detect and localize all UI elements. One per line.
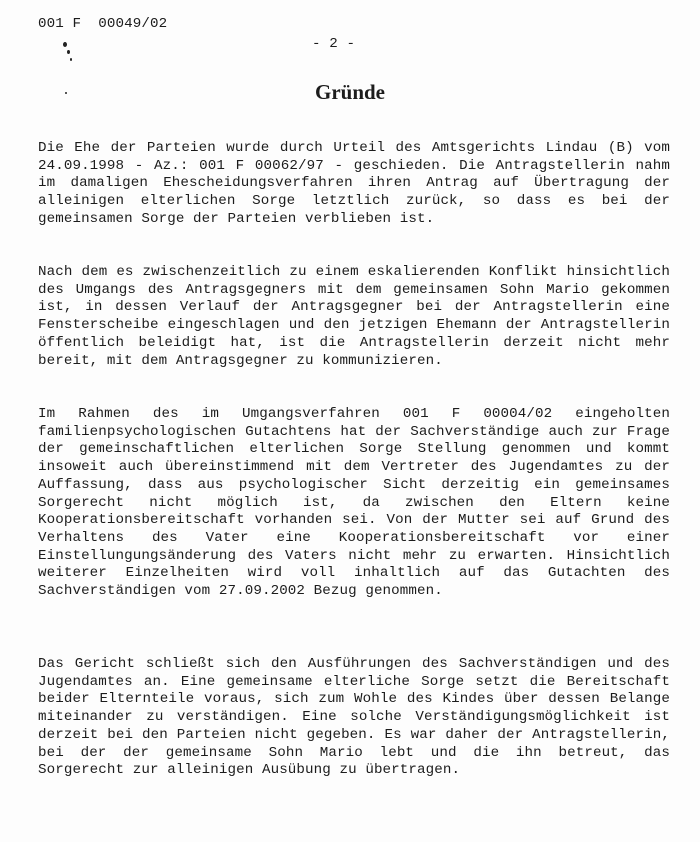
scan-speck bbox=[67, 50, 70, 54]
paragraph-3: Im Rahmen des im Umgangsverfahren 001 F 00004/02 eingeholten familienpsychologischen Gutachtens hat der Sachverständige auch zur Frage der gemeinschaftlichen elterlichen Sorge Stellung genommen und kommt insoweit auch übereinstimmend mit dem Vertreter des Jugendamtes zu der Auffassung, dass aus psychologischer Sicht derzeitig ein gemeinsames Sorgerecht nicht möglich ist, da zwischen den Eltern keine Kooperationsbereitschaft vorhanden sei. Von der Mutter sei auf Grund des Verhaltens des Vater eine Kooperationsbereitschaft vor einer Einstellungungsänderung des Vaters nicht mehr zu erwarten. Hinsichtlich weiterer Einzelheiten wird voll inhaltlich auf das Gutachten des Sachverständigen vom 27.09.2002 Bezug genommen. bbox=[38, 406, 670, 600]
page-number: - 2 - bbox=[312, 36, 356, 52]
paragraph-2: Nach dem es zwischenzeitlich zu einem eskalierenden Konflikt hinsichtlich des Umgangs des Antragsgegners mit dem gemeinsamen Sohn Mario gekommen ist, in dessen Verlauf der Antragsgegner bei der Antragstellerin eine Fensterscheibe eingeschlagen und den jetzigen Ehemann der Antragstellerin öffentlich beleidigt hat, ist die Antragstellerin derzeit nicht mehr bereit, mit dem Antragsgegner zu kommunizieren. bbox=[38, 264, 670, 369]
file-reference: 001 F 00049/02 bbox=[38, 16, 168, 32]
scan-speck bbox=[63, 42, 67, 47]
section-heading: Gründe bbox=[314, 80, 385, 104]
paragraph-1: Die Ehe der Parteien wurde durch Urteil des Amtsgerichts Lindau (B) vom 24.09.1998 - Az.: 001 F 00062/97 - geschieden. Die Antragstellerin nahm im damaligen Ehescheidungsverfahren ihren Antrag auf Übertragung der alleinigen elterlichen Sorge letztlich zurück, so dass es bei der gemeinsamen Sorge der Parteien verblieben ist. bbox=[38, 140, 670, 227]
scan-speck bbox=[70, 58, 72, 61]
paragraph-4: Das Gericht schließt sich den Ausführungen des Sachverständigen und des Jugendamtes an. Eine gemeinsame elterliche Sorge setzt die Bereitschaft beider Elternteile voraus, sich zum Wohle des Kindes über dessen Belange miteinander zu verständigen. Eine solche Verständigungsmöglichkeit ist derzeit bei den Parteien nicht gegeben. Es war daher der Antragstellerin, bei der der gemeinsame Sohn Mario lebt und die ihn betreut, das Sorgerecht zur alleinigen Ausübung zu übertragen. bbox=[38, 656, 670, 779]
